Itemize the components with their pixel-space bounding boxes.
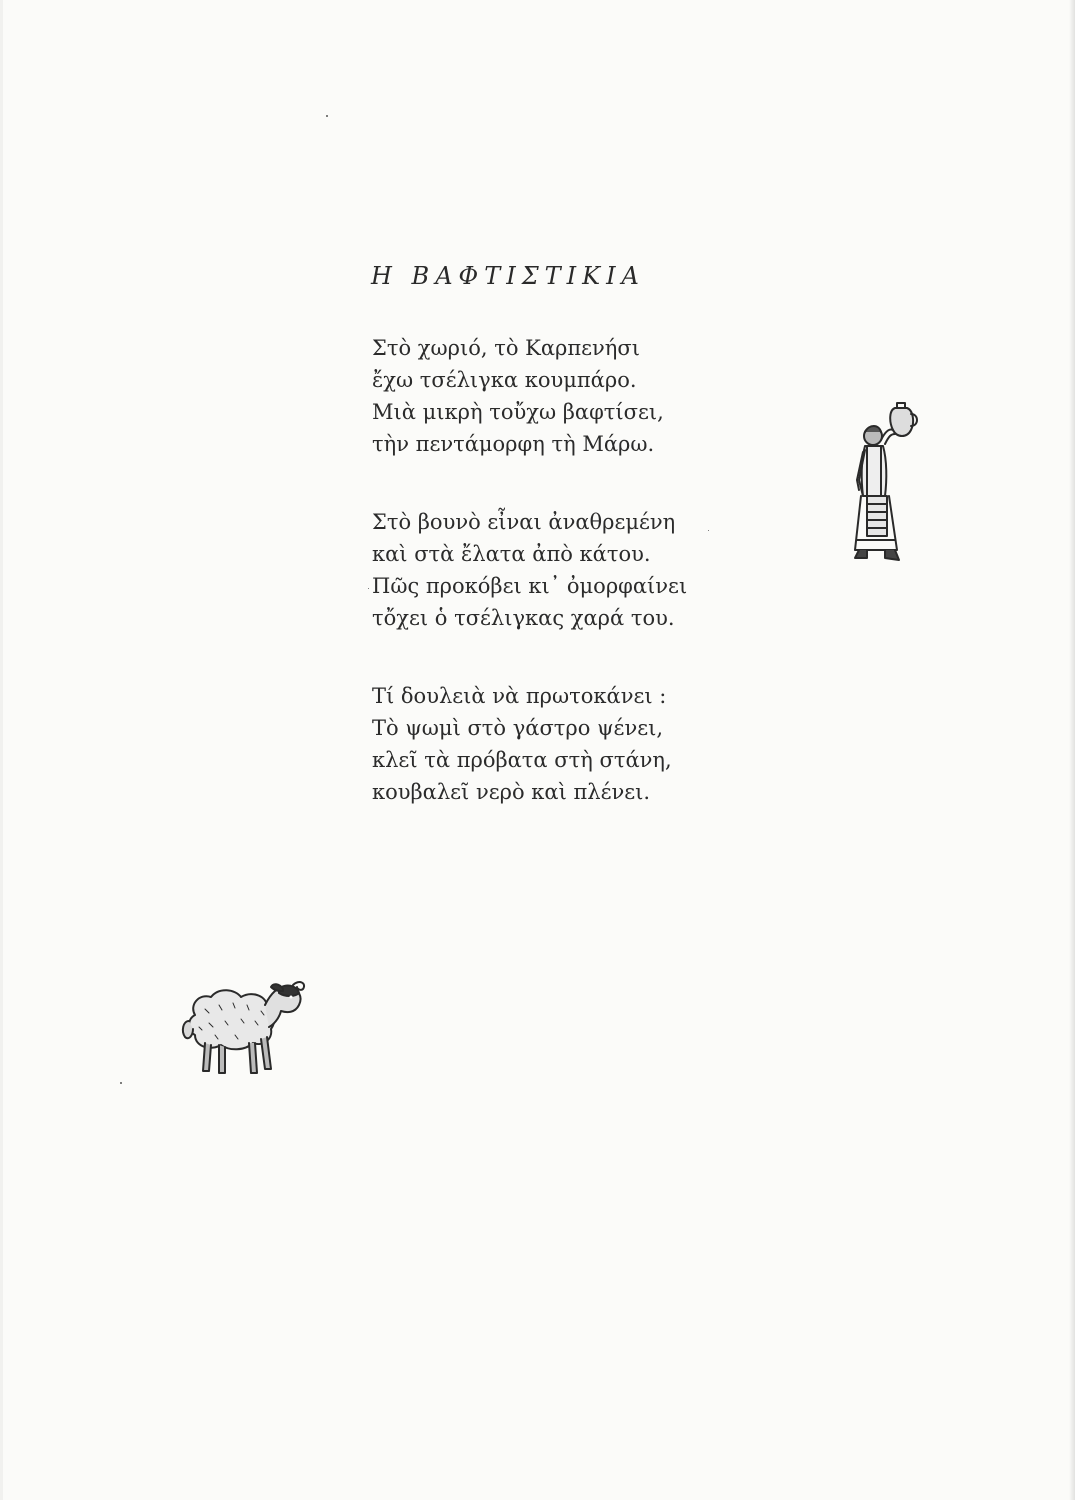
woman-carrying-jug-icon [845, 400, 945, 570]
poem-line: Στὸ βουνὸ εἶναι ἀναθρεμένη [372, 510, 676, 534]
stanza-1 [372, 332, 752, 460]
poem-line: καὶ στὰ ἔλατα ἀπὸ κάτου. [372, 542, 651, 566]
poem-line: Τί δουλειὰ νὰ πρωτοκάνει : [372, 684, 667, 708]
poem-title: Η ΒΑΦΤΙΣΤΙΚΙΑ [371, 262, 645, 290]
stanza-2 [372, 506, 752, 634]
scan-speck [326, 115, 328, 117]
poem-line: Τὸ ψωμὶ στὸ γάστρο ψένει, [372, 716, 663, 740]
scan-speck [368, 588, 369, 589]
scan-speck [120, 1082, 122, 1084]
poem-body [372, 332, 752, 854]
poem-line: Μιὰ μικρὴ τοὔχω βαφτίσει, [372, 400, 664, 424]
stanza-3 [372, 680, 752, 808]
page-right-edge [1069, 0, 1075, 1500]
poem-line: τὄχει ὁ τσέλιγκας χαρά του. [372, 606, 675, 630]
scan-speck [708, 530, 709, 531]
poem-line: Στὸ χωριό, τὸ Καρπενήσι [372, 336, 640, 360]
poem-line: κλεῖ τὰ πρόβατα στὴ στάνη, [372, 748, 672, 772]
page-left-edge [0, 0, 3, 1500]
poem-line: Πῶς προκόβει κι᾽ ὀμορφαίνει [372, 574, 688, 598]
poem-line: ἔχω τσέλιγκα κουμπάρο. [372, 368, 637, 392]
poem-line: κουβαλεῖ νερὸ καὶ πλένει. [372, 780, 651, 804]
poem-line: τὴν πεντάμορφη τὴ Μάρω. [372, 432, 655, 456]
sheep-icon [175, 975, 315, 1085]
